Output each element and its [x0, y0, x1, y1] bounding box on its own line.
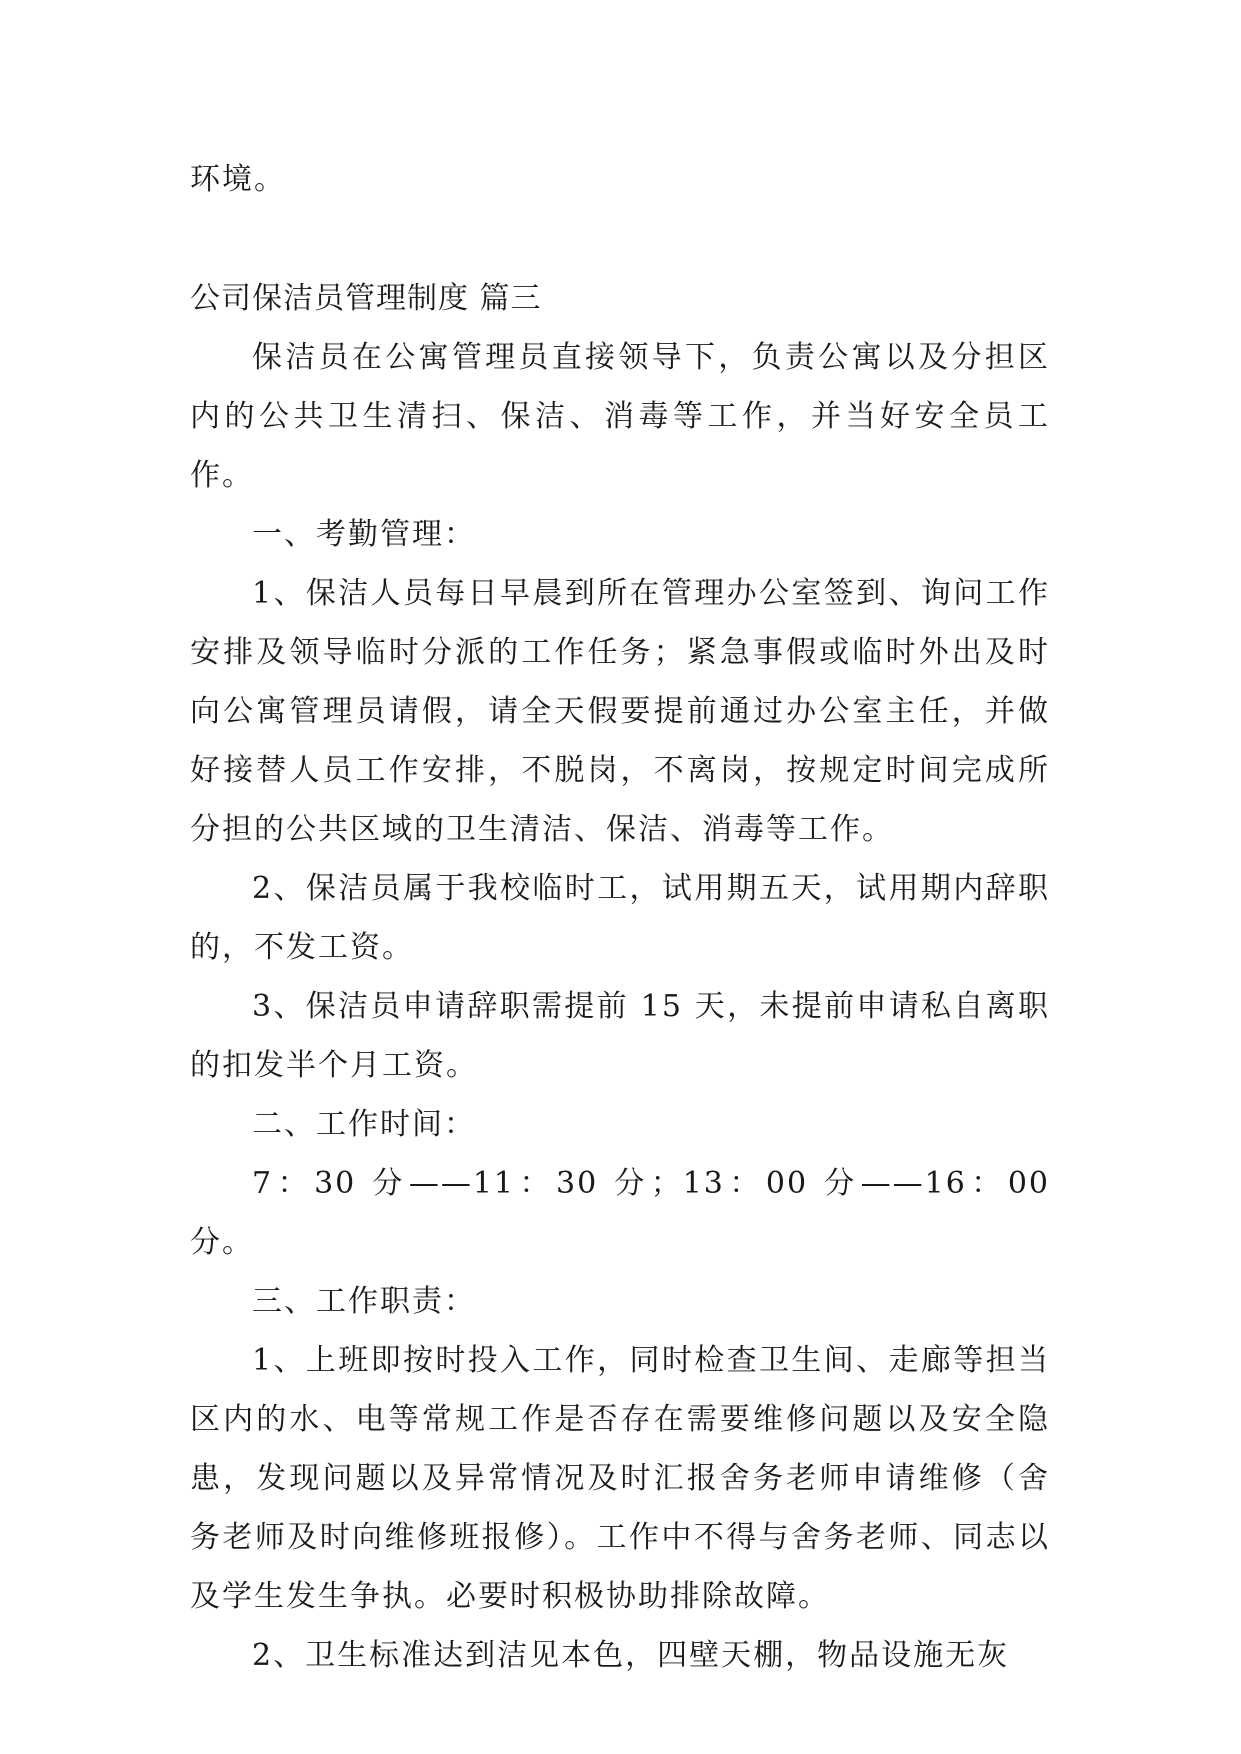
continuation-text: 环境。 — [190, 162, 286, 197]
heading-attendance: 一、考勤管理： — [252, 517, 476, 552]
heading-duties: 三、工作职责： — [252, 1284, 476, 1319]
attendance-item-3: 3、保洁员申请辞职需提前 15 天，未提前申请私自离职的扣发半个月工资。 — [190, 989, 1050, 1083]
duties-item-2: 2、卫生标准达到洁见本色，四壁天棚，物品设施无灰 — [252, 1638, 1010, 1673]
document-body — [190, 150, 1050, 1685]
section-gap — [190, 209, 1050, 269]
duties-item-1: 1、上班即按时投入工作，同时检查卫生间、走廊等担当区内的水、电等常规工作是否存在需要维修问题以及安全隐患，发现问题以及异常情况及时汇报舍务老师申请维修（舍务老师及时向维修班报修）。工作中不得与舍务老师、同志以及学生发生争执。必要时积极协助排除故障。 — [190, 1343, 1050, 1614]
attendance-item-1: 1、保洁人员每日早晨到所在管理办公室签到、询问工作安排及领导临时分派的工作任务；紧急事假或临时外出及时向公寓管理员请假，请全天假要提前通过办公室主任，并做好接替人员工作安排，不脱岗，不离岗，按规定时间完成所分担的公共区域的卫生清洁、保洁、消毒等工作。 — [190, 576, 1050, 847]
work-time-text: 7：30 分——11：30 分；13：00 分——16：00 分。 — [190, 1166, 1050, 1260]
section-title: 公司保洁员管理制度 篇三 — [190, 281, 542, 316]
heading-work-time: 二、工作时间： — [252, 1107, 476, 1142]
intro-paragraph: 保洁员在公寓管理员直接领导下，负责公寓以及分担区内的公共卫生清扫、保洁、消毒等工作，并当好安全员工作。 — [190, 340, 1050, 493]
attendance-item-2: 2、保洁员属于我校临时工，试用期五天，试用期内辞职的，不发工资。 — [190, 871, 1050, 965]
